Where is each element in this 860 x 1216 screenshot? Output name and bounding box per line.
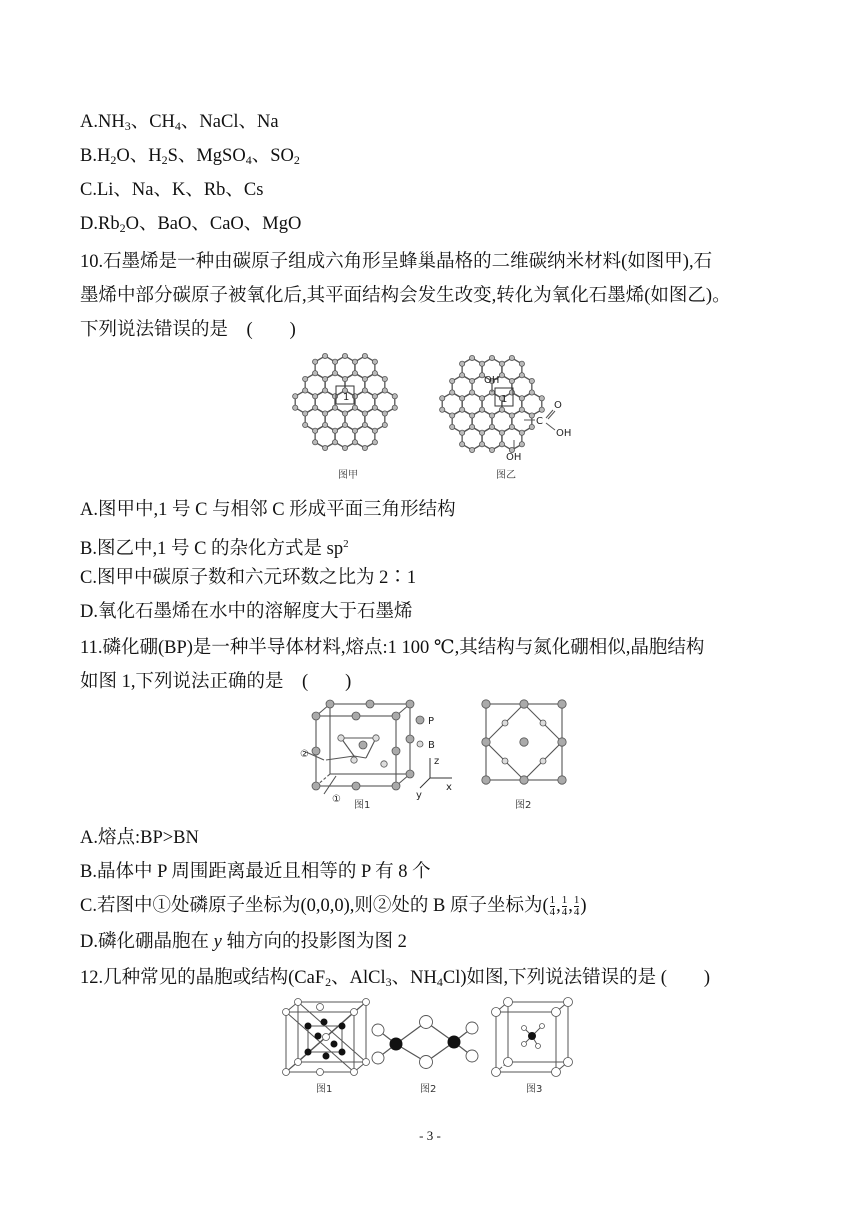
fig2-label: 图2 <box>515 800 532 811</box>
carbon-atom <box>440 396 445 401</box>
carbon-atom <box>342 422 347 427</box>
carbon-atom <box>362 353 367 358</box>
carbon-atom <box>469 424 474 429</box>
q12-fig1-label: 图1 <box>316 1084 333 1095</box>
q10-option-b: B.图乙中,1 号 C 的杂化方式是 $sp^2$ <box>80 538 349 559</box>
p-projection-atom <box>482 776 490 784</box>
carbon-atom <box>499 430 504 435</box>
frac-z: $\frac{1}{4}$ <box>573 894 580 919</box>
q12-fig2-label: 图2 <box>420 1084 437 1095</box>
carbon-atom <box>382 422 387 427</box>
carbon-atom <box>322 376 327 381</box>
q9-option-d: $D.Rb_2O$、BaO、CaO、MgO <box>80 214 302 235</box>
carbon-atom <box>382 411 387 416</box>
carbon-atom <box>372 359 377 364</box>
bp-unit-cell-figure <box>296 698 586 816</box>
carbon-atom <box>303 422 308 427</box>
carbon-atom <box>332 405 337 410</box>
axis-z: z <box>434 756 440 767</box>
q10-option-a: A.图甲中,1 号 C 与相邻 C 形成平面三角形结构 <box>80 500 456 520</box>
hexagon-ring <box>482 427 502 450</box>
carbon-atom <box>460 407 465 412</box>
legend-b-dot <box>417 741 423 747</box>
projection-figure2 <box>482 700 566 784</box>
q11-option-d: D.磷化硼晶胞在 y 轴方向的投影图为图 2 <box>80 932 407 952</box>
carbon-atom <box>352 405 357 410</box>
carbon-atom <box>519 373 524 378</box>
p-atoms <box>312 700 414 790</box>
oh-label-top: OH <box>484 375 500 386</box>
frac-x: $\frac{1}{4}$ <box>549 894 556 919</box>
p-projection-atom <box>520 776 528 784</box>
carbon-atom <box>392 394 397 399</box>
carbon-atom <box>332 428 337 433</box>
carbon-atom <box>519 361 524 366</box>
fig-label-a: 图甲 <box>338 470 358 481</box>
carbon-atom <box>489 424 494 429</box>
carbon-atom <box>469 447 474 452</box>
axis-y: y <box>416 790 422 801</box>
legend-p-dot <box>416 716 424 724</box>
carbon-atom <box>342 445 347 450</box>
b-projection-atom <box>540 758 546 764</box>
carbon-atom <box>539 407 544 412</box>
carbon-atom <box>460 430 465 435</box>
page-number: - 3 - <box>419 1128 441 1143</box>
marker-1-b: 1 <box>501 394 508 405</box>
b-projection-atom <box>502 720 508 726</box>
carbon-atom <box>372 428 377 433</box>
hexagon-ring <box>335 425 355 448</box>
cl-atoms <box>372 1016 478 1069</box>
carbon-atom <box>469 390 474 395</box>
n-atom <box>528 1032 536 1040</box>
carbon-atom <box>519 442 524 447</box>
frac-y: $\frac{1}{4}$ <box>561 894 568 919</box>
fig-label-b: 图乙 <box>496 470 516 481</box>
carbon-atom <box>509 390 514 395</box>
carbon-atom <box>519 407 524 412</box>
q9-option-a: $A.NH_3$、$CH_4$、NaCl、Na <box>80 112 279 133</box>
carbon-atom <box>352 440 357 445</box>
al-atoms <box>390 1036 461 1051</box>
marker-1-a: 1 <box>343 392 350 403</box>
carbon-atom <box>372 440 377 445</box>
carbon-atom <box>303 411 308 416</box>
p-projection-atom <box>558 700 566 708</box>
p-projection-atom <box>482 738 490 746</box>
carbon-atom <box>489 447 494 452</box>
carbon-atom <box>313 394 318 399</box>
crystal-structures-figure <box>280 996 580 1100</box>
carbon-atom <box>469 378 474 383</box>
legend-b-label: B <box>428 740 435 751</box>
q10-option-d: D.氧化石墨烯在水中的溶解度大于石墨烯 <box>80 602 413 622</box>
b-projection-atom <box>502 758 508 764</box>
p-projection-atom <box>520 700 528 708</box>
q11-option-a: A.熔点:BP>BN <box>80 828 199 848</box>
carbon-atom <box>499 361 504 366</box>
graphene-lattice-b <box>440 355 545 452</box>
fig1-label: 图1 <box>354 800 371 811</box>
carbon-atom <box>382 388 387 393</box>
carbon-atom <box>509 413 514 418</box>
carbon-atom <box>382 376 387 381</box>
c-label: C <box>536 416 543 427</box>
carbon-atom <box>352 359 357 364</box>
q11-option-b: B.晶体中 P 周围距离最近且相等的 P 有 8 个 <box>80 862 431 882</box>
carbon-atom <box>332 440 337 445</box>
carbon-atom <box>362 422 367 427</box>
carbon-atom <box>529 390 534 395</box>
carbon-atom <box>460 442 465 447</box>
carbon-atom <box>293 405 298 410</box>
carbon-atom <box>342 353 347 358</box>
p-projection-atom <box>558 776 566 784</box>
carbon-atom <box>322 445 327 450</box>
carbon-atom <box>332 359 337 364</box>
carbon-atom <box>469 355 474 360</box>
carbon-atom <box>499 407 504 412</box>
carbon-atom <box>519 430 524 435</box>
hexagon-ring <box>462 427 482 450</box>
carbon-atom <box>332 394 337 399</box>
carbon-atom <box>479 396 484 401</box>
carbon-atom <box>499 373 504 378</box>
carbon-atom <box>313 359 318 364</box>
p-projection-atom <box>558 738 566 746</box>
carbon-atom <box>322 353 327 358</box>
q10-option-c: C.图甲中碳原子数和六元环数之比为 2∶1 <box>80 568 417 588</box>
carbon-atom <box>489 413 494 418</box>
q12-fig3-label: 图3 <box>526 1084 543 1095</box>
carbon-atom <box>479 361 484 366</box>
carbon-atom <box>362 411 367 416</box>
p-projection-atom <box>520 738 528 746</box>
legend-p-label: P <box>428 716 435 727</box>
axis-x: x <box>446 782 452 793</box>
carbon-atom <box>539 396 544 401</box>
b-projection-atom <box>540 720 546 726</box>
graphene-figure <box>270 344 590 484</box>
carbon-atom <box>460 396 465 401</box>
oh-label-bottom: OH <box>506 452 522 463</box>
q10-stem-line1: 10.石墨烯是一种由碳原子组成六角形呈蜂巢晶格的二维碳纳米材料(如图甲),石 <box>80 252 713 272</box>
carbon-atom <box>529 424 534 429</box>
carbon-atom <box>313 428 318 433</box>
carbon-atom <box>303 388 308 393</box>
carbon-atom <box>460 373 465 378</box>
carbon-atom <box>352 428 357 433</box>
caf2-white-atoms <box>283 999 370 1076</box>
carbon-atom <box>372 405 377 410</box>
carbon-atom <box>313 405 318 410</box>
q12-stem: 12.几种常见的晶胞或结构(CaF$_2$、AlCl$_3$、$NH_4Cl$)如图,下列说法错误的是 ( ) <box>80 968 711 989</box>
carbon-atom <box>362 376 367 381</box>
carbon-atom <box>450 390 455 395</box>
hexagon-ring <box>355 425 375 448</box>
p-projection-atom <box>482 700 490 708</box>
carbon-atom <box>450 413 455 418</box>
q11-stem-line1: 11.磷化硼(BP)是一种半导体材料,熔点:1 100 ℃,其结构与氮化硼相似,晶胞结构 <box>80 638 705 658</box>
carbon-atom <box>392 405 397 410</box>
carbon-atom <box>362 445 367 450</box>
carbon-atom <box>479 407 484 412</box>
carbon-atom <box>342 376 347 381</box>
q9-option-c: C.Li、Na、K、Rb、Cs <box>80 180 264 200</box>
carbon-atom <box>460 361 465 366</box>
carbon-atom <box>372 371 377 376</box>
carbon-atom <box>440 407 445 412</box>
carbon-atom <box>313 440 318 445</box>
oh-label-right: OH <box>556 428 572 439</box>
carbon-atom <box>450 378 455 383</box>
carbon-atom <box>322 388 327 393</box>
carbon-atom <box>342 411 347 416</box>
carbon-atom <box>529 378 534 383</box>
carbon-atom <box>519 396 524 401</box>
q11-stem-line2: 如图 1,下列说法正确的是 ( ) <box>80 672 352 692</box>
carbon-atom <box>352 394 357 399</box>
carbon-atom <box>352 371 357 376</box>
carbon-atom <box>479 430 484 435</box>
carbon-atom <box>479 442 484 447</box>
carbon-atom <box>469 413 474 418</box>
o-label: O <box>554 400 562 411</box>
carbon-atom <box>362 388 367 393</box>
b-atoms <box>338 735 387 767</box>
marker-1: ① <box>332 794 341 805</box>
carbon-atom <box>450 424 455 429</box>
carbon-atom <box>332 371 337 376</box>
marker-2: ② <box>300 749 309 760</box>
carbon-atom <box>322 422 327 427</box>
q10-stem-line3: 下列说法错误的是 ( ) <box>80 320 296 340</box>
carbon-atom <box>303 376 308 381</box>
carbon-atom <box>509 424 514 429</box>
q10-stem-line2: 墨烯中部分碳原子被氧化后,其平面结构会发生改变,转化为氧化石墨烯(如图乙)。 <box>80 286 731 306</box>
hexagon-ring <box>315 425 335 448</box>
carbon-atom <box>313 371 318 376</box>
carbon-atom <box>322 411 327 416</box>
carbon-atom <box>499 442 504 447</box>
carbon-atom <box>489 355 494 360</box>
carbon-atom <box>509 378 514 383</box>
carbon-atom <box>293 394 298 399</box>
carbon-atom <box>529 413 534 418</box>
q9-option-b: $B.H_2O$、$H_2S$、MgSO$_4$、$SO_2$ <box>80 146 300 167</box>
carbon-atom <box>372 394 377 399</box>
carbon-atom <box>509 355 514 360</box>
q11-option-c: C.若图中①处磷原子坐标为(0,0,0),则②处的 B 原子坐标为( $\frac{1}{4}$ , $\frac{1}{4}$ , $\frac{1}{4}$ ) <box>80 894 587 919</box>
hexagon-ring <box>502 427 522 450</box>
